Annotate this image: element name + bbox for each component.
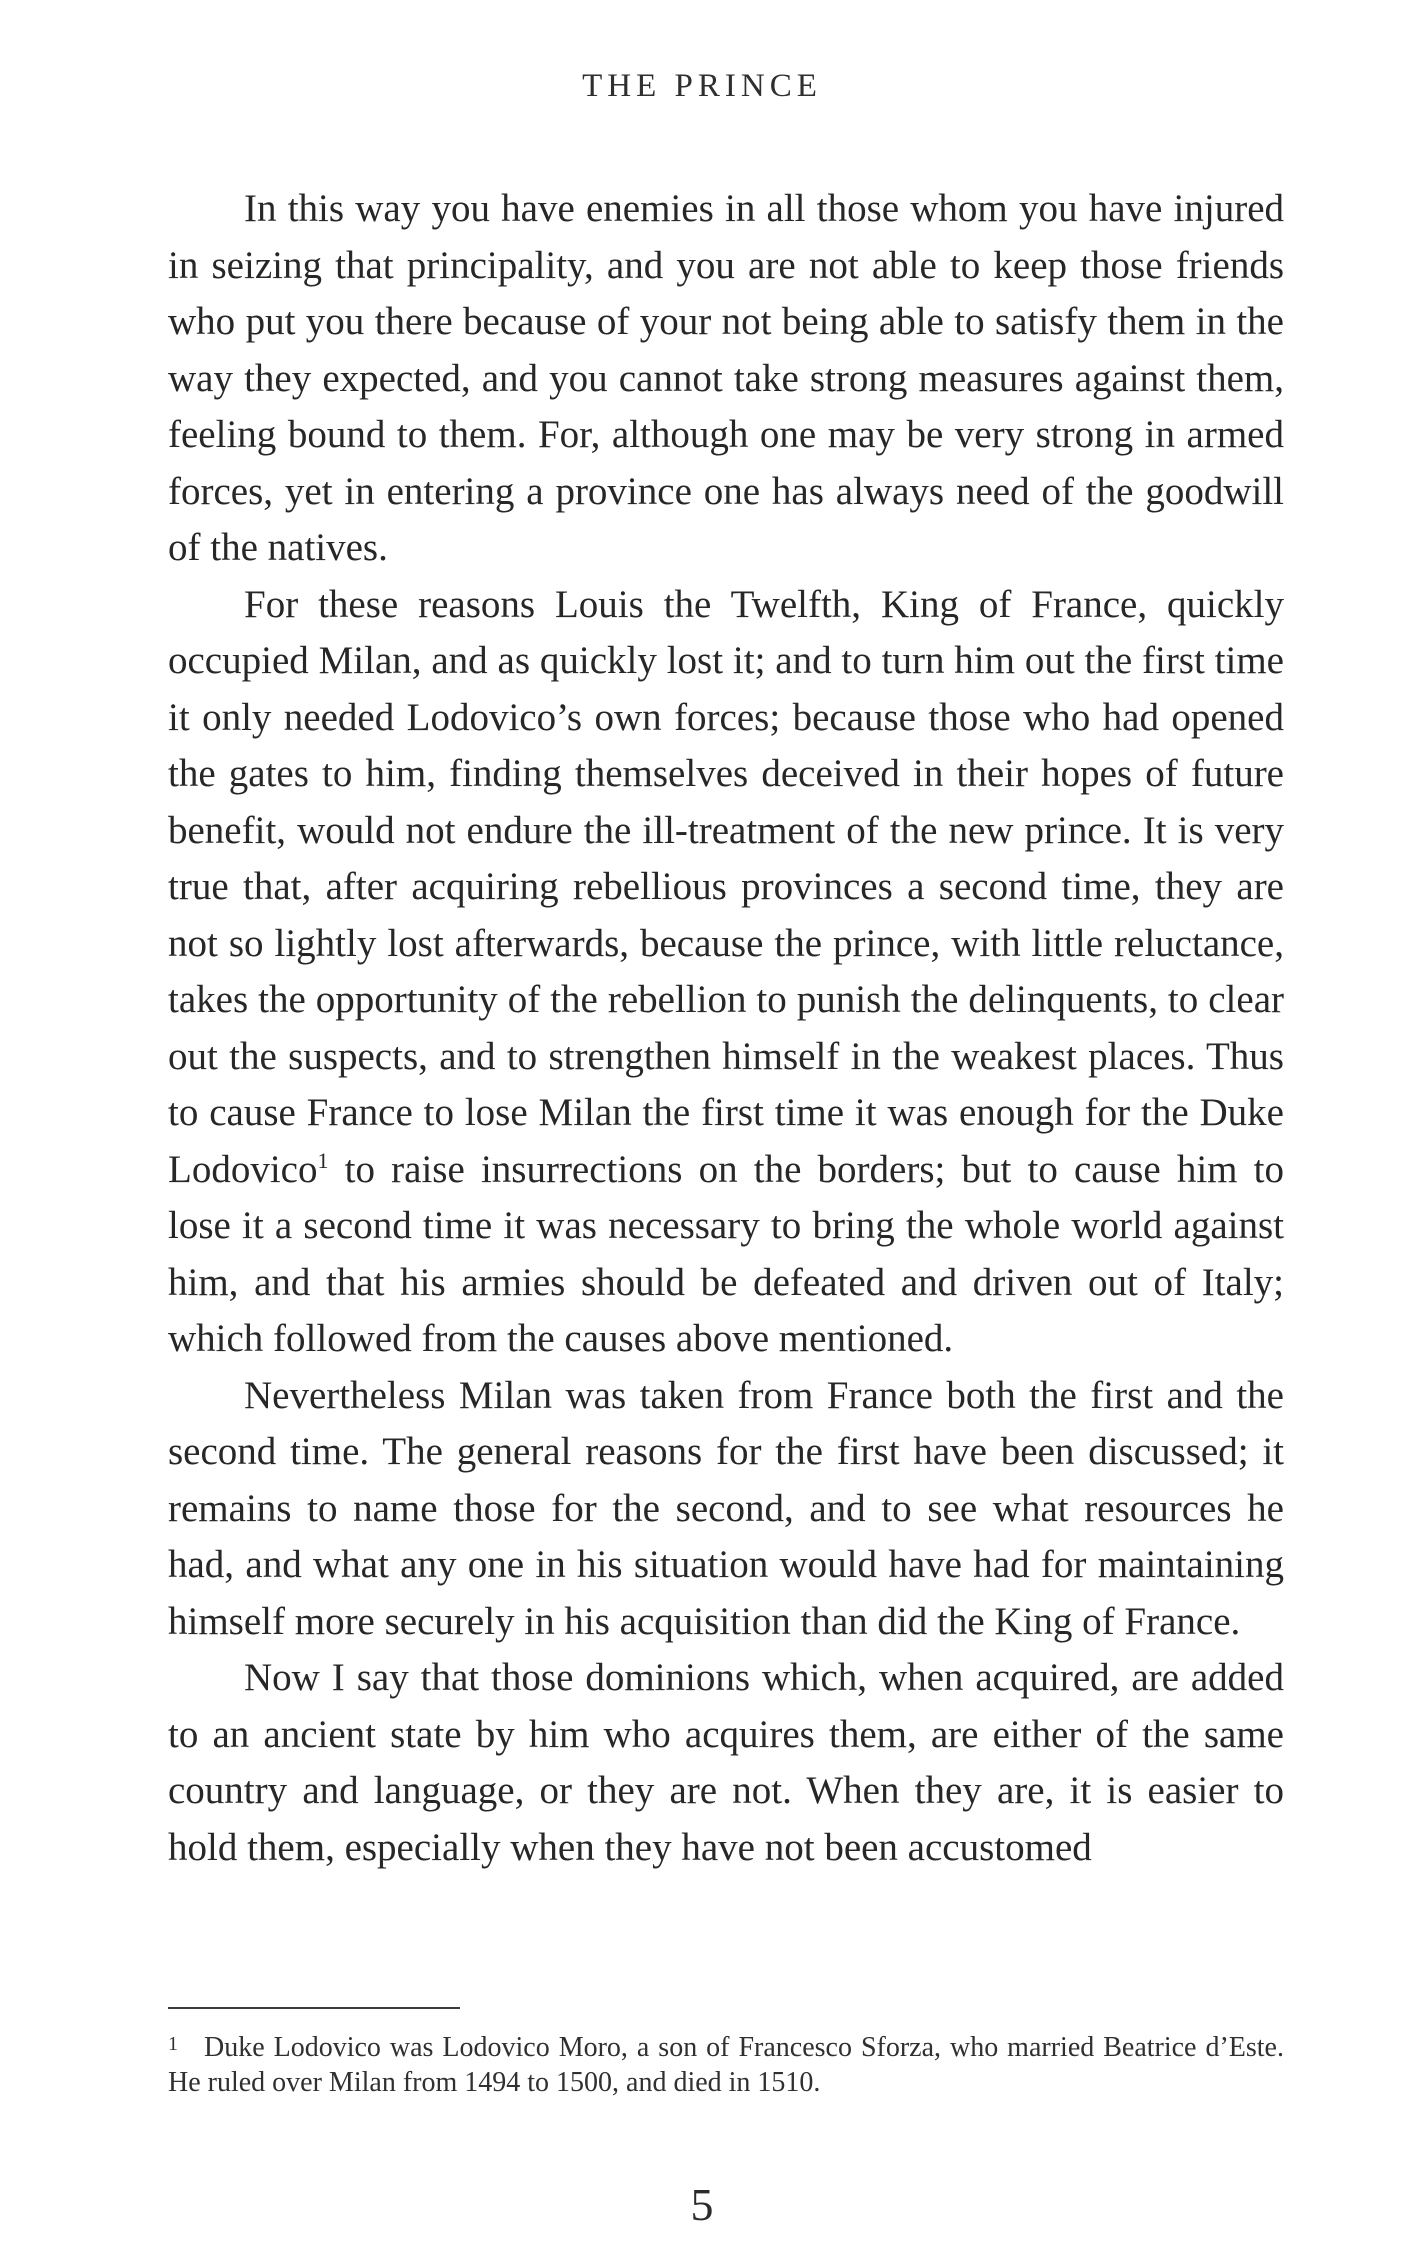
body-text — [168, 181, 1284, 1876]
paragraph-2-text-after-note: to raise insurrections on the borders; but to cause him to lose it a second time it was necessary to bring the whole world against him, and that his armies should be defeated and driven out of Italy; which followed from the causes above mentioned. — [168, 1147, 1284, 1360]
footnote-marker: 1 — [168, 2033, 178, 2055]
paragraph-3: Nevertheless Milan was taken from France both the first and the second time. The general reasons for the first have been discussed; it remains to name those for the second, and to see what resources he had, and what any one in his situation would have had for maintaining himself more securely in his acquisition than did the King of France. — [168, 1373, 1284, 1643]
footnote-divider — [168, 2007, 460, 2009]
footnote-text: Duke Lodovico was Lodovico Moro, a son of Francesco Sforza, who married Beatrice d’Este. He ruled over Milan from 1494 to 1500, and died in 1510. — [168, 2032, 1284, 2098]
running-head: THE PRINCE — [582, 68, 822, 104]
paragraph-2 — [168, 577, 1284, 1368]
footnote-reference: 1 — [317, 1147, 329, 1173]
paragraph-2-text-before-note: For these reasons Louis the Twelfth, King of France, quickly occupied Milan, and as quickly lost it; and to turn him out the first time it only needed Lodovico’s own forces; because those who had opened the gates to him, finding themselves deceived in their hopes of future benefit, would not endure the ill-treatment of the new prince. It is very true that, after acquiring rebellious provinces a second time, they are not so lightly lost afterwards, because the prince, with little reluctance, takes the opportunity of the rebellion to punish the delinquents, to clear out the suspects, and to strengthen himself in the weakest places. Thus to cause France to lose Milan the first time it was enough for the Duke Lodovico — [168, 582, 1284, 1191]
paragraph-4: Now I say that those dominions which, when acquired, are added to an ancient state by him who acquires them, are either of the same country and language, or they are not. When they are, it is easier to hold them, especially when they have not been accustomed — [168, 1656, 1284, 1869]
page-number: 5 — [690, 2179, 714, 2230]
footnote — [168, 2030, 1284, 2100]
paragraph-1: In this way you have enemies in all those whom you have injured in seizing that principality, and you are not able to keep those friends who put you there because of your not being able to satisfy them in the way they expected, and you cannot take strong measures against them, feeling bound to them. For, although one may be very strong in armed forces, yet in entering a province one has always need of the goodwill of the natives. — [168, 187, 1284, 569]
